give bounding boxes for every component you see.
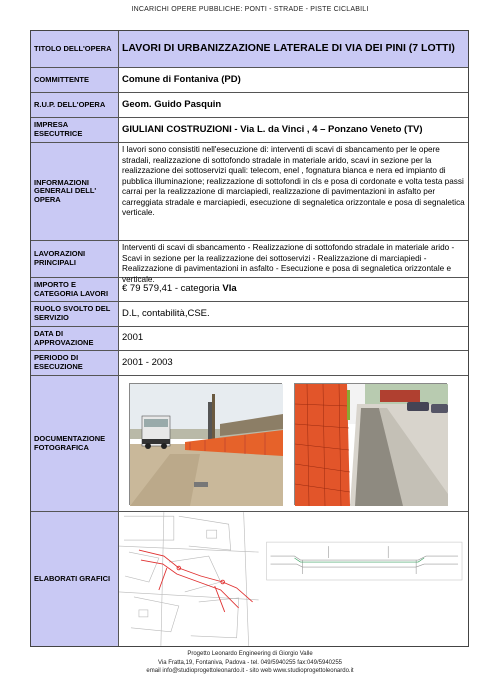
construction-photo-1 (129, 383, 282, 505)
label-importo: IMPORTO E CATEGORIA LAVORI (31, 278, 119, 301)
footer-contacts: email info@studioprogettoleonardo.it - sito web www.studioprogettoleonardo.it (146, 668, 354, 675)
label-data: DATA DI APPROVAZIONE (31, 327, 119, 350)
row-elaborati (31, 512, 468, 646)
construction-photo-2 (294, 383, 447, 505)
label-rup: R.U.P. DELL'OPERA (31, 93, 119, 117)
road-section-drawing (267, 542, 462, 580)
photo-area (119, 376, 468, 511)
row-documentazione (31, 376, 468, 512)
label-lavorazioni: LAVORAZIONI PRINCIPALI (31, 241, 119, 277)
label-committente: COMMITTENTE (31, 68, 119, 92)
value-importo (119, 278, 468, 301)
value-periodo: 2001 - 2003 (122, 356, 173, 368)
label-impresa: IMPRESA ESECUTRICE (31, 118, 119, 142)
value-lavorazioni: Interventi di scavi di sbancamento - Realizzazione di sottofondo stradale in materiale arido - Scavi in sezione per la realizzazione dei sottoservizi - Realizzazione di marciapiedi - Realizzazione di pavimentazioni in asfalto - Esecuzione e posa di segnaletica orizzontale e verticale. (122, 243, 455, 284)
value-informazioni: I lavori sono consistiti nell'esecuzione di: interventi di scavi di sbancamento per le opere stradali, realizzazione di sottofondo stradale in materiale arido, scavi in sezione per la realizzazione dei sottoservizi quali: telecom, enel , fognatura bianca e nera ed impianto di pubblica illuminazione; realizzazione di sottofondi in cls e posa di cordonate e volta testa passi carrai per la realizzazione di marciapiedi, realizzazione di pavimentazioni in asfalto per carreggiata stradale e marciapiedi, esecuzione di segnaletica orizzontale e posa di segnaletica verticale. (122, 145, 465, 217)
value-impresa: GIULIANI COSTRUZIONI - Via L. da Vinci , 4 – Ponzano Veneto (TV) (122, 123, 423, 135)
row-periodo (31, 351, 468, 376)
row-informazioni (31, 143, 468, 241)
drawings-area (119, 512, 468, 646)
label-periodo: PERIODO DI ESECUZIONE (31, 351, 119, 375)
label-titolo: TITOLO DELL'OPERA (31, 31, 119, 67)
value-committente: Comune di Fontaniva (PD) (122, 73, 241, 85)
row-data (31, 327, 468, 351)
technical-drawings (119, 512, 468, 646)
row-impresa (31, 118, 468, 143)
site-plan-drawing (119, 512, 259, 646)
value-ruolo: D.L, contabilità,CSE. (122, 307, 210, 319)
importo-amount: € 79 579,41 - categoria (122, 283, 220, 295)
project-sheet (30, 30, 469, 647)
row-importo (31, 278, 468, 302)
value-titolo: LAVORI DI URBANIZZAZIONE LATERALE DI VIA DEI PINI (7 LOTTI) (119, 31, 468, 67)
row-rup (31, 93, 468, 118)
label-ruolo: RUOLO SVOLTO DEL SERVIZIO (31, 302, 119, 326)
footer-address: Via Fratta,19, Fontaniva, Padova - tel. 049/5940255 fax:049/5940255 (157, 659, 343, 666)
page-header-caption: INCARICHI OPERE PUBBLICHE: PONTI - STRADE - PISTE CICLABILI (131, 6, 369, 13)
row-ruolo (31, 302, 468, 327)
value-data: 2001 (122, 332, 144, 344)
row-committente (31, 68, 468, 93)
importo-category: VIa (222, 283, 237, 295)
label-documentazione: DOCUMENTAZIONE FOTOGRAFICA (31, 376, 119, 511)
road-works-red-lines (139, 550, 253, 612)
label-informazioni: INFORMAZIONI GENERALI DELL' OPERA (31, 143, 119, 240)
row-lavorazioni (31, 241, 468, 284)
page-footer (0, 650, 500, 676)
row-titolo (31, 31, 468, 68)
footer-company: Progetto Leonardo Engineering di Giorgio Valle (187, 651, 313, 657)
label-elaborati: ELABORATI GRAFICI (31, 512, 119, 646)
value-rup: Geom. Guido Pasquin (122, 98, 222, 110)
